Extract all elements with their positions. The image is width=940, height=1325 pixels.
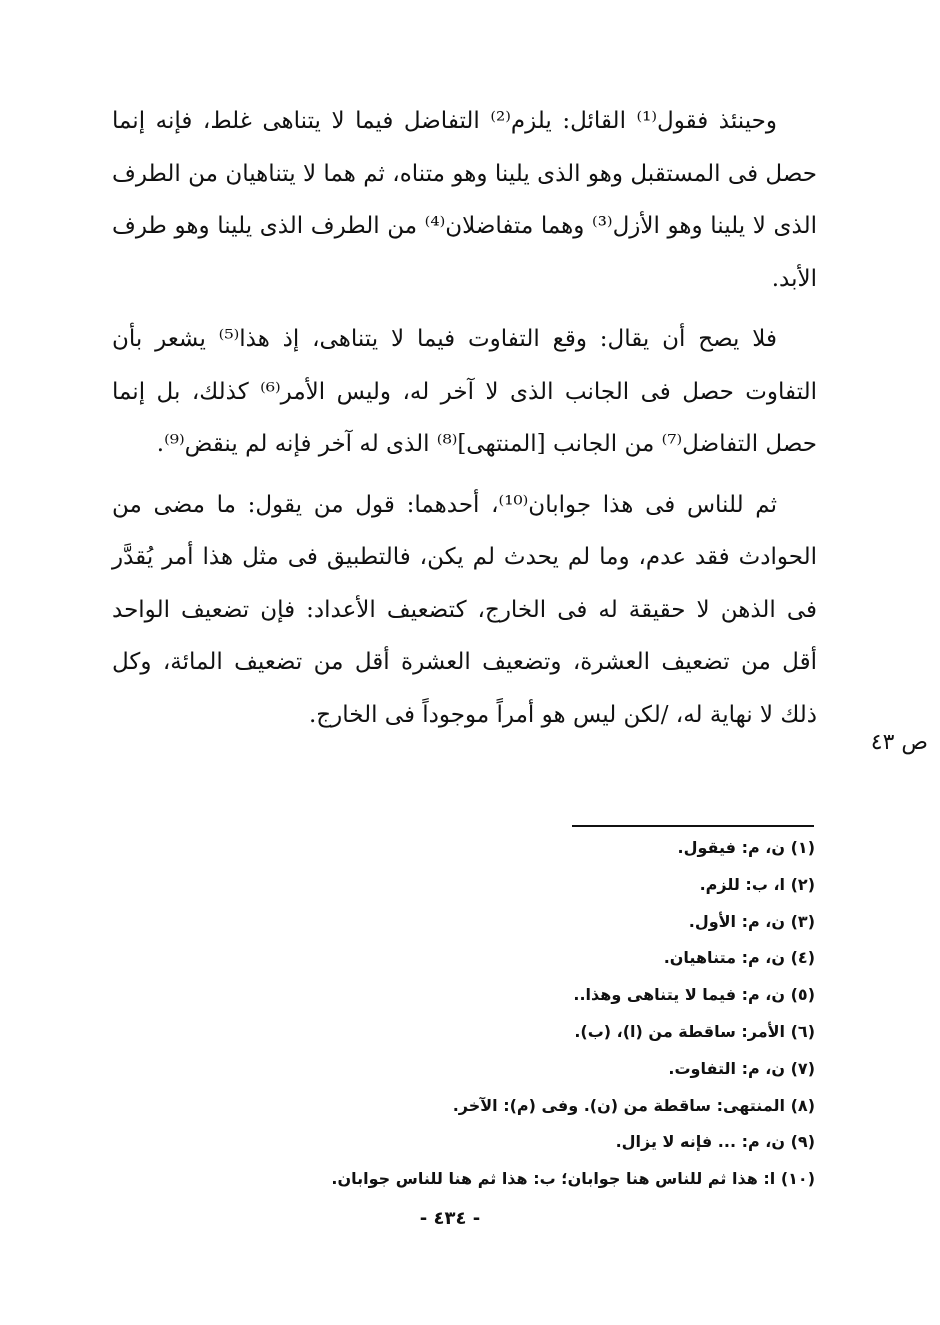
footnote: (٣) ن، م: الأول. <box>688 911 815 931</box>
footnote-separator <box>572 825 814 827</box>
footnote: (٤) ن، م: متناهيان. <box>663 948 815 968</box>
footnotes <box>250 830 815 1198</box>
margin-page-reference: ص ٤٣ <box>870 730 928 755</box>
footnote: (٧) ن، م: التفاوت. <box>668 1058 815 1078</box>
paragraph: فلا يصح أن يقال: وقع التفاوت فيما لا يتناهى، إذ هذا⁽⁵⁾ يشعر بأن التفاوت حصل فى الجانب الذى لا آخر له، وليس الأمر⁽⁶⁾ كذلك، بل إنما حصل التفاضل⁽⁷⁾ من الجانب [المنتهى]⁽⁸⁾ الذى له آخر فإنه لم ينقض⁽⁹⁾. <box>112 326 817 457</box>
paragraph: ثم للناس فى هذا جوابان⁽¹⁰⁾، أحدهما: قول من يقول: ما مضى من الحوادث فقد عدم، وما لم يحدث لم يكن، فالتطبيق فى مثل هذا أمر يُقدَّر فى الذهن لا حقيقة له فى الخارج، كتضعيف الأعداد: فإن تضعيف الواحد أقل من تضعيف العشرة، وتضعيف العشرة أقل من تضعيف المائة، وكل ذلك لا نهاية له، /لكن ليس هو أمراً موجوداً فى الخارج. <box>112 491 817 728</box>
footnote: (١٠) ا: هذا ثم للناس هنا جوابان؛ ب: هذا ثم هنا للناس جوابان. <box>331 1169 815 1189</box>
page-number: - ٤٣٤ - <box>419 1208 481 1229</box>
footnote: (٥) ن، م: فيما لا يتناهى وهذا.. <box>573 985 815 1005</box>
footnote: (٩) ن، م: ... فإنه لا يزال. <box>615 1132 815 1152</box>
footnote: (١) ن، م: فيقول. <box>677 838 815 857</box>
main-text <box>112 95 817 749</box>
paragraph: وحينئذ فقول⁽¹⁾ القائل: يلزم⁽²⁾ التفاضل فيما لا يتناهى غلط، فإنه إنما حصل فى المستقبل وهو الذى يلينا وهو متناه، ثم هما لا يتناهيان من الطرف الذى لا يلينا وهو الأزل⁽³⁾ وهما متفاضلان⁽⁴⁾ من الطرف الذى يلينا وهو طرف الأبد. <box>112 108 817 292</box>
footnote: (٨) المنتهى: ساقطة من (ن). وفى (م): الآخر. <box>452 1095 815 1115</box>
footnote: (٦) الأمر: ساقطة من (ا)، (ب). <box>574 1021 815 1041</box>
footnote: (٢) ا، ب: للزم. <box>699 874 815 894</box>
